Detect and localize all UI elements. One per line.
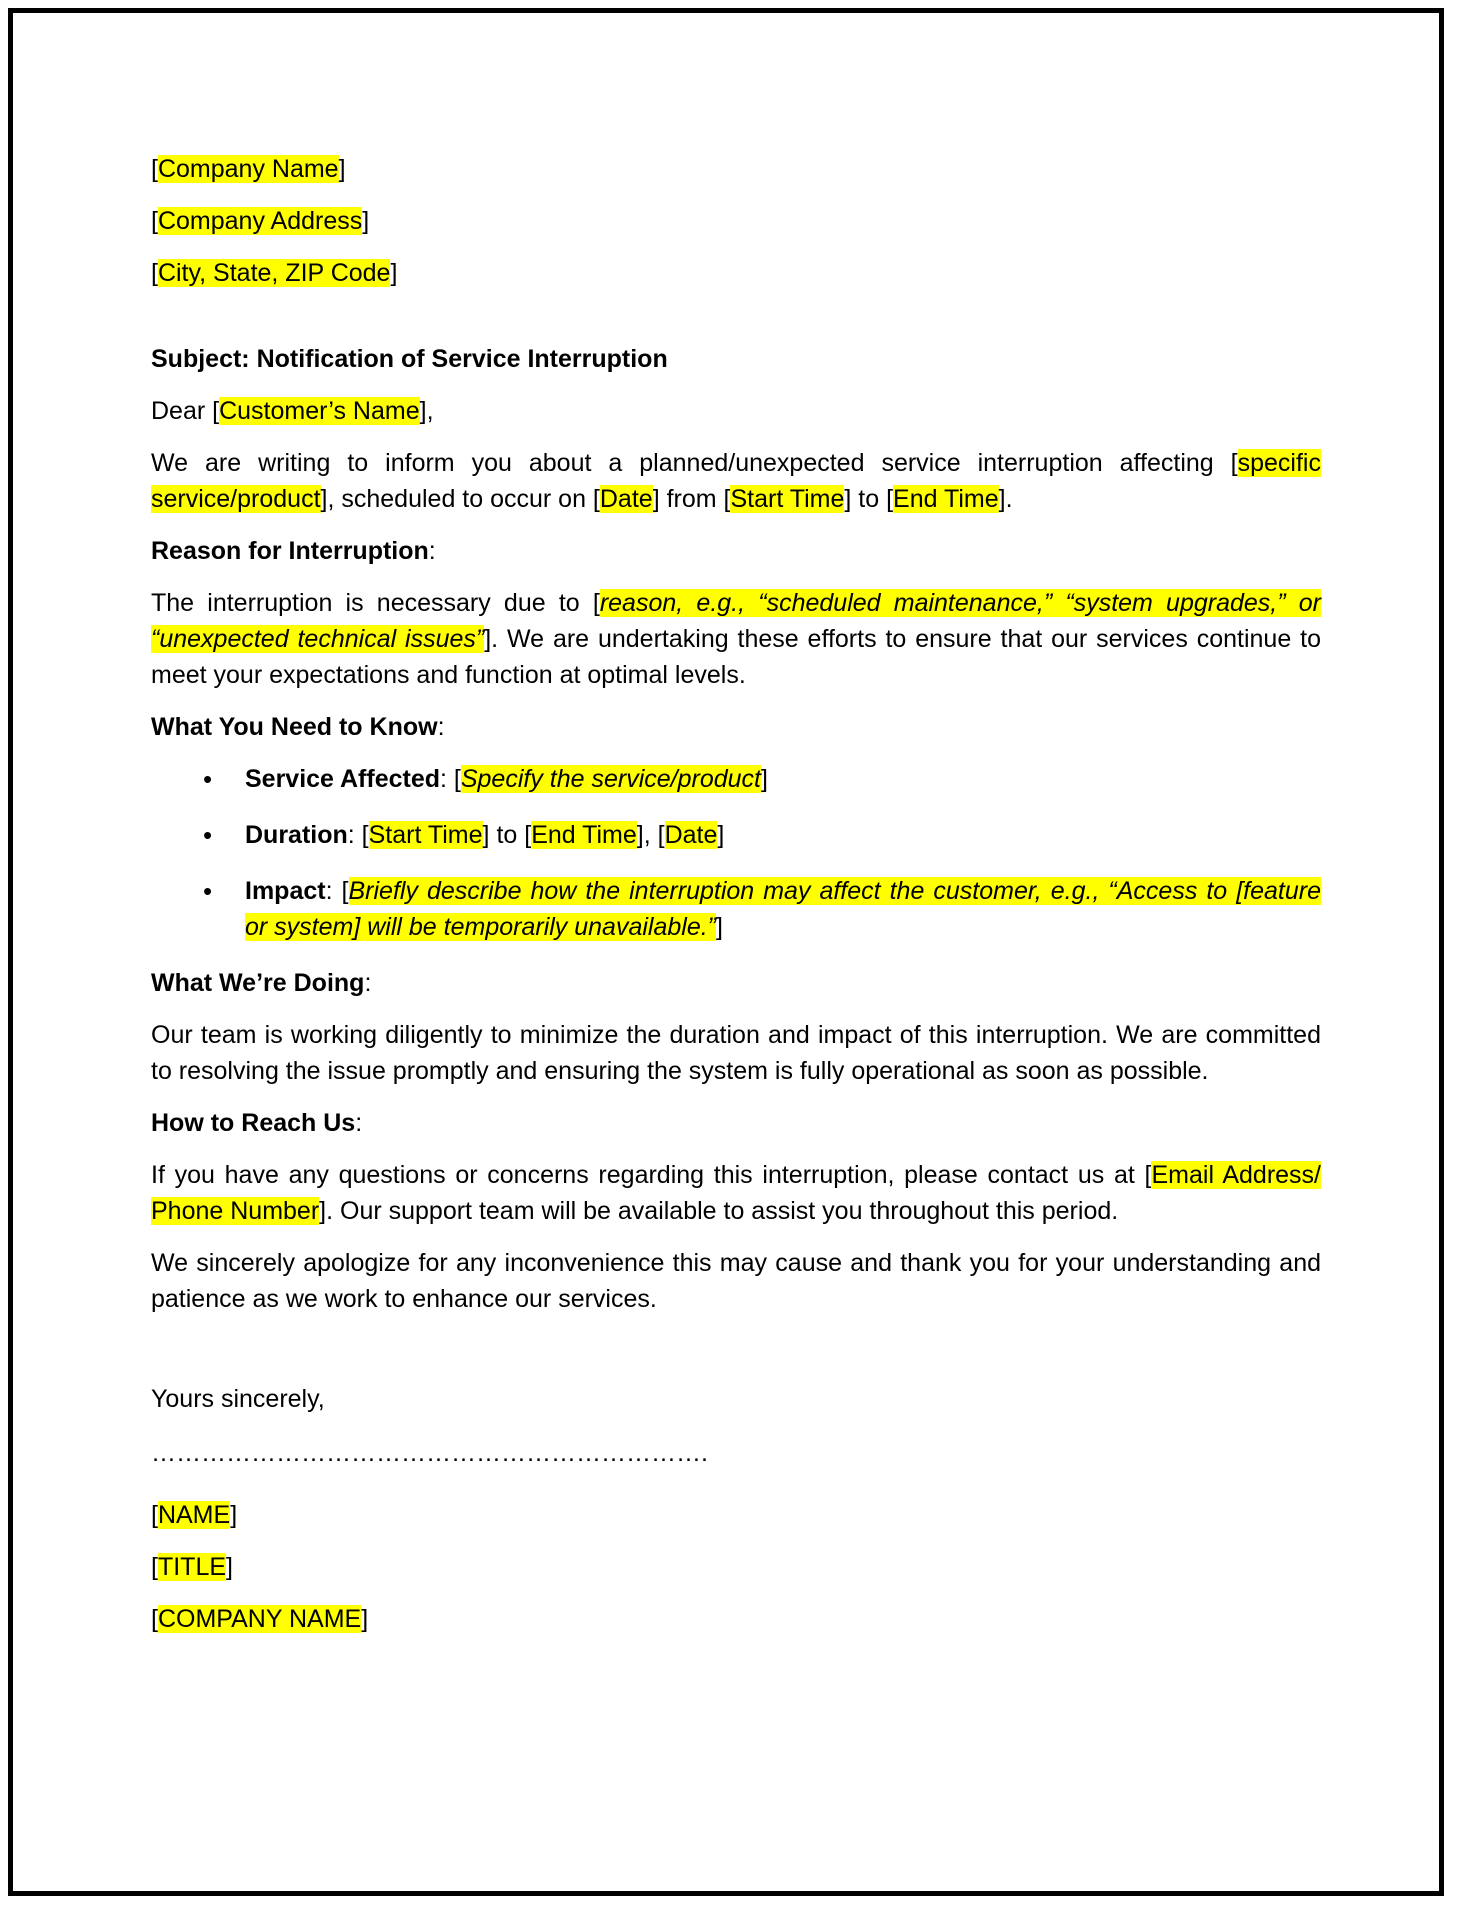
document-page bbox=[8, 8, 1444, 1896]
duration-end-placeholder: End Time bbox=[531, 821, 637, 849]
know-list bbox=[151, 761, 1321, 945]
duration-date-placeholder: Date bbox=[664, 821, 718, 849]
service-placeholder: specific service/product bbox=[151, 449, 1321, 513]
letter-body bbox=[151, 151, 1321, 1637]
end-time-placeholder: End Time bbox=[893, 485, 999, 513]
start-time-placeholder: Start Time bbox=[730, 485, 845, 513]
date-placeholder: Date bbox=[599, 485, 653, 513]
subject-line: Subject: Notification of Service Interruption bbox=[151, 345, 668, 373]
bullet-icon: • bbox=[203, 820, 213, 850]
know-heading: What You Need to Know: bbox=[151, 713, 445, 741]
intro-paragraph: We are writing to inform you about a planned/unexpected service interruption affecting [specific service/product], scheduled to occur on [Date] from [Start Time] to [End Time]. bbox=[151, 449, 1321, 513]
reach-paragraph: If you have any questions or concerns regarding this interruption, please contact us at [Email Address/ Phone Number]. Our support team will be available to assist you throughout this period. bbox=[151, 1161, 1321, 1225]
contact-placeholder: Email Address/ Phone Number bbox=[151, 1161, 1321, 1225]
name-placeholder: NAME bbox=[157, 1501, 231, 1529]
company-name-placeholder: Company Name bbox=[157, 155, 339, 183]
signoff-company-line: [COMPANY NAME] bbox=[151, 1605, 369, 1633]
doing-paragraph: Our team is working diligently to minimize the duration and impact of this interruption. We are committed to resolving the issue promptly and ensuring the system is fully operational as soon as possible. bbox=[151, 1021, 1321, 1085]
greeting: Dear [Customer’s Name], bbox=[151, 397, 434, 425]
impact-placeholder: Briefly describe how the interruption may affect the customer, e.g., “Access to [feature or system] will be temporarily unavailable.” bbox=[245, 877, 1321, 941]
company-name-line: [Company Name] bbox=[151, 155, 346, 183]
reason-heading: Reason for Interruption: bbox=[151, 537, 436, 565]
duration-start-placeholder: Start Time bbox=[368, 821, 483, 849]
customer-name-placeholder: Customer’s Name bbox=[219, 397, 420, 425]
reason-placeholder: reason, e.g., “scheduled maintenance,” “system upgrades,” or “unexpected technical issues” bbox=[151, 589, 1321, 653]
reason-paragraph: The interruption is necessary due to [reason, e.g., “scheduled maintenance,” “system upgrades,” or “unexpected technical issues”]. We are undertaking these efforts to ensure that our services continue to meet your expectations and function at optimal levels. bbox=[151, 589, 1321, 689]
bullet-icon: • bbox=[203, 876, 213, 906]
signoff-name-line: [NAME] bbox=[151, 1501, 238, 1529]
closing-line: Yours sincerely, bbox=[151, 1385, 325, 1413]
city-state-zip-line: [City, State, ZIP Code] bbox=[151, 259, 398, 287]
city-state-zip-placeholder: City, State, ZIP Code bbox=[157, 259, 391, 287]
apology-paragraph: We sincerely apologize for any inconvenience this may cause and thank you for your understanding and patience as we work to enhance our services. bbox=[151, 1249, 1321, 1313]
signoff-title-line: [TITLE] bbox=[151, 1553, 233, 1581]
title-placeholder: TITLE bbox=[157, 1553, 227, 1581]
bullet-icon: • bbox=[203, 764, 213, 794]
doing-heading: What We’re Doing: bbox=[151, 969, 372, 997]
list-item: • Impact: [Briefly describe how the interruption may affect the customer, e.g., “Access to [feature or system] will be temporarily unavailable.”] bbox=[151, 873, 1321, 945]
company-address-placeholder: Company Address bbox=[157, 207, 363, 235]
service-affected-placeholder: Specify the service/product bbox=[460, 765, 761, 793]
list-item: • Service Affected: [Specify the service/product] bbox=[151, 761, 1321, 797]
list-item: • Duration: [Start Time] to [End Time], [Date] bbox=[151, 817, 1321, 853]
signature-line: …………………………………………………………. bbox=[151, 1439, 708, 1467]
company-address-line: [Company Address] bbox=[151, 207, 370, 235]
company-name-signoff-placeholder: COMPANY NAME bbox=[157, 1605, 362, 1633]
reach-heading: How to Reach Us: bbox=[151, 1109, 363, 1137]
